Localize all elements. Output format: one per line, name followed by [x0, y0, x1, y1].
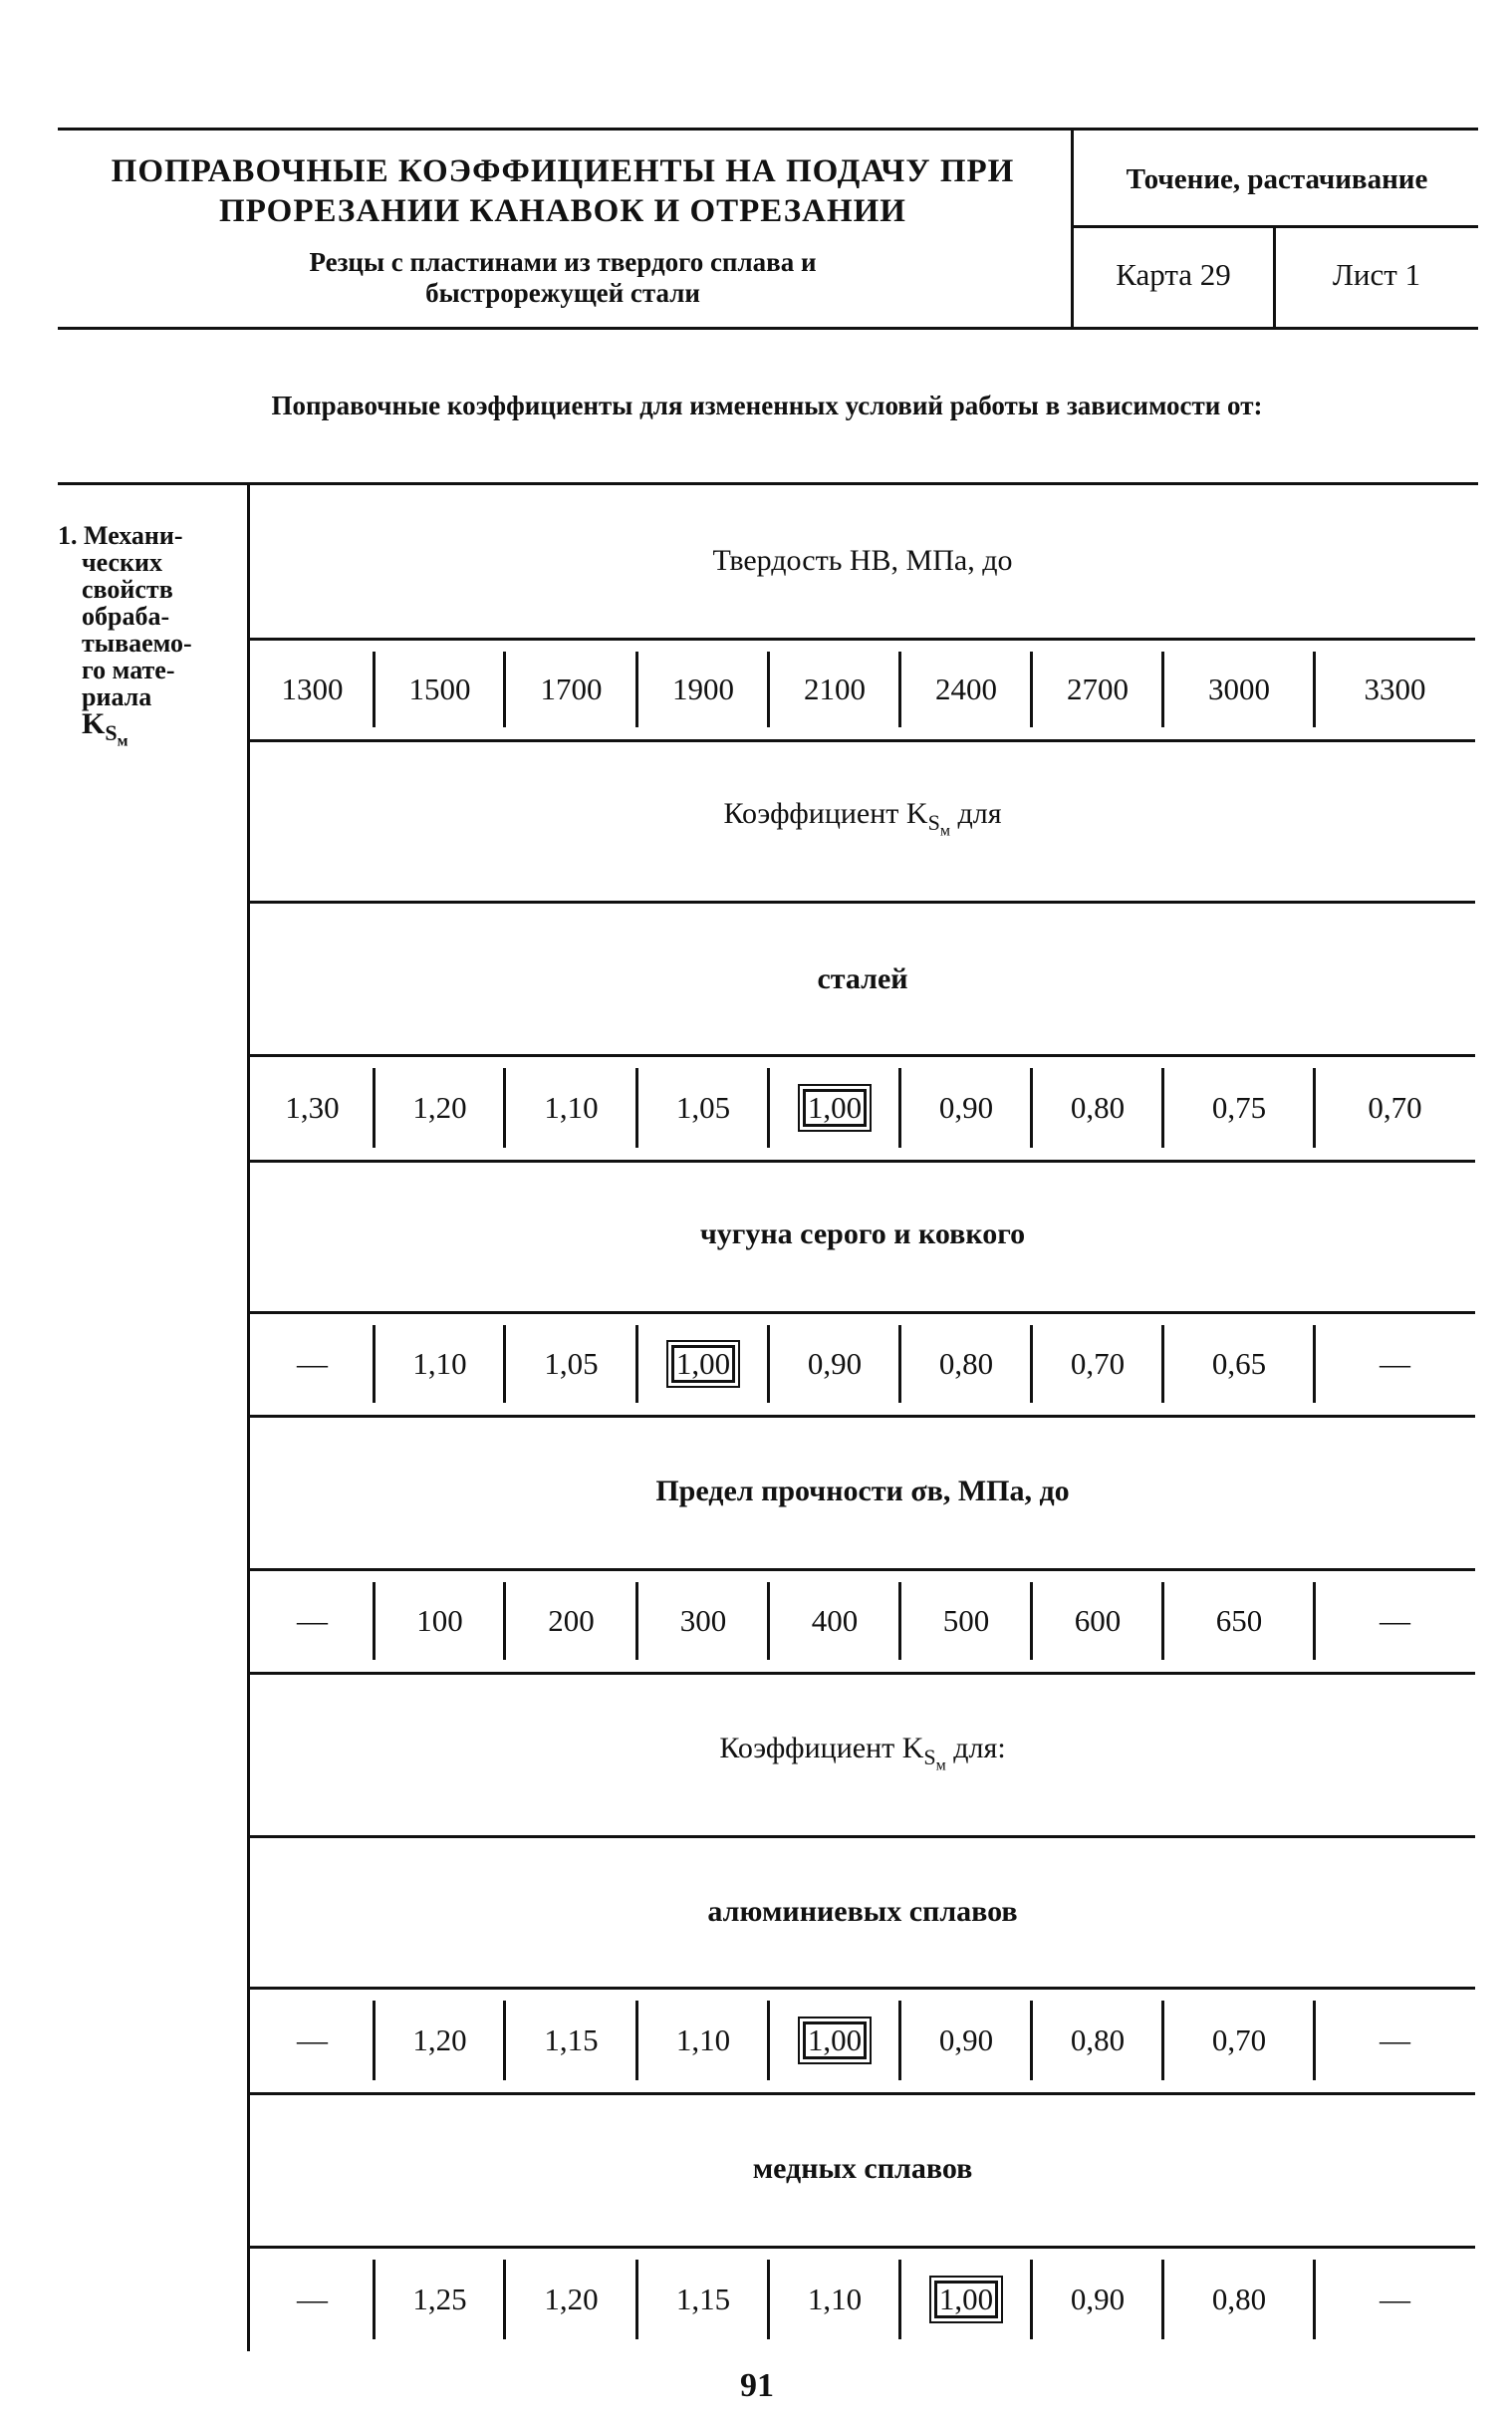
hardness-row-separator	[373, 652, 376, 727]
aluminum-row-value: 1,10	[675, 2022, 731, 2057]
steel-row-value: 1,00	[803, 1089, 867, 1128]
strength-row-value: 400	[811, 1603, 859, 1638]
steel-row-separator	[503, 1068, 506, 1148]
copper-row-separator	[1161, 2260, 1164, 2339]
row-label-line: го мате-	[82, 656, 175, 684]
copper-row-value: 1,20	[544, 2282, 599, 2316]
cast-iron-row-value: 0,80	[938, 1346, 994, 1381]
steel-row-cell	[505, 1056, 637, 1160]
cast-iron-row-cell	[637, 1313, 769, 1415]
steel-row-value: 1,30	[285, 1090, 340, 1125]
aluminum-row-separator	[503, 2001, 506, 2080]
aluminum-row-cell	[637, 1989, 769, 2092]
strength-row-separator	[767, 1582, 770, 1660]
aluminum-row-cell	[250, 1989, 375, 2092]
strength-row-cell	[1032, 1570, 1163, 1672]
hardness-row-separator	[1030, 652, 1033, 727]
hardness-row-value: 2700	[1067, 672, 1129, 706]
cast-iron-row-separator	[898, 1325, 901, 1403]
rule	[250, 2092, 1475, 2095]
cast-iron-row-cell	[375, 1313, 505, 1415]
hardness-row-cell	[900, 640, 1032, 739]
strength-row-cell	[1163, 1570, 1315, 1672]
coef-label-suffix: для	[949, 797, 1002, 830]
copper-row-value: 1,00	[934, 2281, 998, 2319]
header-divider	[1071, 130, 1074, 327]
aluminum-row-cell	[1163, 1989, 1315, 2092]
cast-iron-row-value: 1,05	[544, 1346, 599, 1381]
aluminum-row-separator	[898, 2001, 901, 2080]
copper-row-separator	[1313, 2260, 1316, 2339]
subtitle-line-2: быстрорежущей стали	[425, 278, 700, 308]
copper-row-cell	[505, 2248, 637, 2351]
copper-row-value: 0,90	[1070, 2282, 1126, 2316]
aluminum-row-value: 0,70	[1211, 2022, 1267, 2057]
cast-iron-row-separator	[1030, 1325, 1033, 1403]
title-line-2: ПРОРЕЗАНИИ КАНАВОК И ОТРЕЗАНИИ	[219, 193, 906, 229]
cast-iron-row-cell	[769, 1313, 900, 1415]
steel-row-separator	[1161, 1068, 1164, 1148]
strength-row-cell	[375, 1570, 505, 1672]
cast-iron-row-cell	[1163, 1313, 1315, 1415]
intro-text: Поправочные коэффициенты для измененных условий работы в зависимости от:	[271, 391, 1263, 420]
aluminum-label: алюминиевых сплавов	[707, 1895, 1018, 1928]
row-label-line: 1. Механи-	[58, 521, 183, 550]
copper-row-cell	[1032, 2248, 1163, 2351]
rule	[250, 1835, 1475, 1838]
coef-label-sub: S	[927, 810, 940, 835]
strength-row-separator	[373, 1582, 376, 1660]
strength-label: Предел прочности σв, МПа, до	[655, 1475, 1070, 1507]
cast-iron-row-value: 0,70	[1070, 1346, 1126, 1381]
hardness-row-cell	[375, 640, 505, 739]
hardness-row-cell	[505, 640, 637, 739]
row-label-line: риала	[82, 682, 152, 711]
steel-row-cell	[1315, 1056, 1475, 1160]
strength-row-separator	[1313, 1582, 1316, 1660]
title-line-1: ПОПРАВОЧНЫЕ КОЭФФИЦИЕНТЫ НА ПОДАЧУ ПРИ	[111, 153, 1015, 189]
hardness-label: Твердость НВ, МПа, до	[712, 544, 1013, 577]
cast-iron-row-separator	[767, 1325, 770, 1403]
rule	[250, 1415, 1475, 1418]
strength-row-cell	[250, 1570, 375, 1672]
hardness-row-value: 1900	[672, 672, 734, 706]
strength-row-separator	[1161, 1582, 1164, 1660]
copper-row-value: 1,10	[807, 2282, 863, 2316]
cast-iron-row-value: 1,00	[671, 1345, 735, 1384]
aluminum-row-cell	[900, 1989, 1032, 2092]
hardness-row-value: 1500	[408, 672, 471, 706]
operation-label: Точение, растачивание	[1126, 163, 1428, 195]
hardness-row-cell	[769, 640, 900, 739]
strength-row-value: 500	[942, 1603, 990, 1638]
coef-label-sub: S	[923, 1745, 936, 1769]
copper-row-separator	[898, 2260, 901, 2339]
steel-row-separator	[635, 1068, 638, 1148]
hardness-row-separator	[898, 652, 901, 727]
aluminum-row-separator	[1161, 2001, 1164, 2080]
rule	[250, 1160, 1475, 1163]
cast-iron-label: чугуна серого и ковкого	[699, 1217, 1026, 1250]
aluminum-row-value: 1,15	[544, 2022, 599, 2057]
aluminum-row-value: 0,90	[938, 2022, 994, 2057]
strength-row-value: 650	[1215, 1603, 1263, 1638]
copper-row-separator	[1030, 2260, 1033, 2339]
steel-label: сталей	[817, 962, 908, 995]
header-top-rule	[58, 128, 1478, 131]
hardness-row-value: 2400	[935, 672, 997, 706]
row-label-line: ческих	[82, 548, 163, 577]
hardness-row-cell	[637, 640, 769, 739]
row-label-mechanical	[58, 522, 237, 754]
aluminum-row-value: 0,80	[1070, 2022, 1126, 2057]
strength-row-value: —	[1380, 1603, 1410, 1638]
copper-row-separator	[373, 2260, 376, 2339]
copper-row-cell	[1315, 2248, 1475, 2351]
copper-row-separator	[767, 2260, 770, 2339]
steel-row-cell	[250, 1056, 375, 1160]
aluminum-row-value: —	[297, 2022, 328, 2057]
header-bottom-rule	[58, 327, 1478, 330]
cast-iron-row-cell	[505, 1313, 637, 1415]
aluminum-row-value: 1,00	[803, 2021, 867, 2060]
coef-label-subsub: м	[935, 1756, 946, 1774]
strength-row-separator	[635, 1582, 638, 1660]
hardness-row-value: 3000	[1208, 672, 1270, 706]
steel-row-value: 0,90	[938, 1090, 994, 1125]
aluminum-row-cell	[505, 1989, 637, 2092]
hardness-row-separator	[1313, 652, 1316, 727]
copper-row-value: 1,25	[412, 2282, 467, 2316]
steel-row-separator	[767, 1068, 770, 1148]
cast-iron-row-separator	[503, 1325, 506, 1403]
copper-row-cell	[900, 2248, 1032, 2351]
steel-row-cell	[1163, 1056, 1315, 1160]
copper-row-value: 0,80	[1211, 2282, 1267, 2316]
aluminum-row-cell	[375, 1989, 505, 2092]
hardness-row-separator	[503, 652, 506, 727]
strength-row-cell	[769, 1570, 900, 1672]
coef-label-1	[250, 797, 1475, 840]
steel-row-cell	[375, 1056, 505, 1160]
coef-label-2	[250, 1732, 1475, 1774]
rule	[250, 1672, 1475, 1675]
cast-iron-row-value: —	[297, 1346, 328, 1381]
coef-label-prefix: Коэффициент K	[723, 797, 928, 830]
cast-iron-row-separator	[373, 1325, 376, 1403]
copper-row-value: 1,15	[675, 2282, 731, 2316]
hardness-row-cell	[1315, 640, 1475, 739]
rule	[250, 901, 1475, 904]
coef-label-suffix: для:	[945, 1732, 1006, 1764]
cast-iron-row-value: —	[1380, 1346, 1410, 1381]
steel-row-value: 1,05	[675, 1090, 731, 1125]
copper-row-separator	[635, 2260, 638, 2339]
aluminum-row-cell	[1315, 1989, 1475, 2092]
hardness-row-value: 3300	[1364, 672, 1426, 706]
strength-row-cell	[637, 1570, 769, 1672]
cast-iron-row-cell	[900, 1313, 1032, 1415]
strength-row-value: 200	[548, 1603, 595, 1638]
rule	[250, 739, 1475, 742]
steel-row-separator	[373, 1068, 376, 1148]
aluminum-row-cell	[1032, 1989, 1163, 2092]
aluminum-row-separator	[1030, 2001, 1033, 2080]
cast-iron-row-separator	[1313, 1325, 1316, 1403]
aluminum-row-cell	[769, 1989, 900, 2092]
steel-row-cell	[900, 1056, 1032, 1160]
page-number: 91	[740, 2367, 774, 2404]
copper-row-value: —	[297, 2282, 328, 2316]
strength-row-separator	[898, 1582, 901, 1660]
card-number: Карта 29	[1116, 257, 1231, 292]
steel-row-separator	[1313, 1068, 1316, 1148]
steel-row-cell	[637, 1056, 769, 1160]
hardness-row-value: 1700	[540, 672, 603, 706]
copper-label: медных сплавов	[752, 2152, 973, 2185]
strength-row-cell	[1315, 1570, 1475, 1672]
strength-row-cell	[505, 1570, 637, 1672]
steel-row-cell	[769, 1056, 900, 1160]
subtitle	[60, 247, 1066, 309]
hardness-row-separator	[635, 652, 638, 727]
coef-label-prefix: Коэффициент K	[719, 1732, 924, 1764]
copper-row-separator	[503, 2260, 506, 2339]
aluminum-row-separator	[373, 2001, 376, 2080]
strength-row-separator	[1030, 1582, 1033, 1660]
coef-label-subsub: м	[939, 822, 950, 840]
hardness-row-cell	[1163, 640, 1315, 739]
copper-row-value: —	[1380, 2282, 1410, 2316]
hardness-row-cell	[1032, 640, 1163, 739]
aluminum-row-value: 1,20	[412, 2022, 467, 2057]
table-top-rule	[58, 482, 1478, 485]
row-label-line: тываемо-	[82, 629, 192, 658]
aluminum-row-separator	[767, 2001, 770, 2080]
aluminum-row-value: —	[1380, 2022, 1410, 2057]
aluminum-row-separator	[635, 2001, 638, 2080]
steel-row-separator	[898, 1068, 901, 1148]
row-label-line: свойств	[82, 575, 173, 604]
hardness-row-separator	[1161, 652, 1164, 727]
copper-row-cell	[1163, 2248, 1315, 2351]
cast-iron-row-separator	[635, 1325, 638, 1403]
sheet-number: Лист 1	[1332, 257, 1421, 292]
hardness-row-value: 1300	[281, 672, 344, 706]
strength-row-value: —	[297, 1603, 328, 1638]
hardness-row-cell	[250, 640, 375, 739]
hardness-row-value: 2100	[804, 672, 866, 706]
strength-row-cell	[900, 1570, 1032, 1672]
copper-row-cell	[769, 2248, 900, 2351]
cast-iron-row-value: 0,65	[1211, 1346, 1267, 1381]
aluminum-row-separator	[1313, 2001, 1316, 2080]
steel-row-value: 0,75	[1211, 1090, 1267, 1125]
cast-iron-row-value: 1,10	[412, 1346, 467, 1381]
cast-iron-row-separator	[1161, 1325, 1164, 1403]
row-label-line: обраба-	[82, 602, 170, 631]
header-card-divider	[1273, 227, 1276, 327]
cast-iron-row-cell	[1032, 1313, 1163, 1415]
strength-row-value: 100	[416, 1603, 463, 1638]
steel-row-value: 1,20	[412, 1090, 467, 1125]
copper-row-cell	[250, 2248, 375, 2351]
steel-row-value: 1,10	[544, 1090, 599, 1125]
copper-row-cell	[637, 2248, 769, 2351]
cast-iron-row-cell	[250, 1313, 375, 1415]
copper-row-cell	[375, 2248, 505, 2351]
steel-row-value: 0,80	[1070, 1090, 1126, 1125]
hardness-row-separator	[767, 652, 770, 727]
steel-row-value: 0,70	[1368, 1090, 1422, 1125]
subtitle-line-1: Резцы с пластинами из твердого сплава и	[309, 247, 817, 277]
row-label-symbol: $K_{S_м}$	[82, 707, 128, 750]
steel-row-cell	[1032, 1056, 1163, 1160]
cast-iron-row-value: 0,90	[807, 1346, 863, 1381]
page-title	[60, 151, 1066, 231]
strength-row-value: 300	[679, 1603, 727, 1638]
strength-row-separator	[503, 1582, 506, 1660]
steel-row-separator	[1030, 1068, 1033, 1148]
cast-iron-row-cell	[1315, 1313, 1475, 1415]
strength-row-value: 600	[1074, 1603, 1122, 1638]
